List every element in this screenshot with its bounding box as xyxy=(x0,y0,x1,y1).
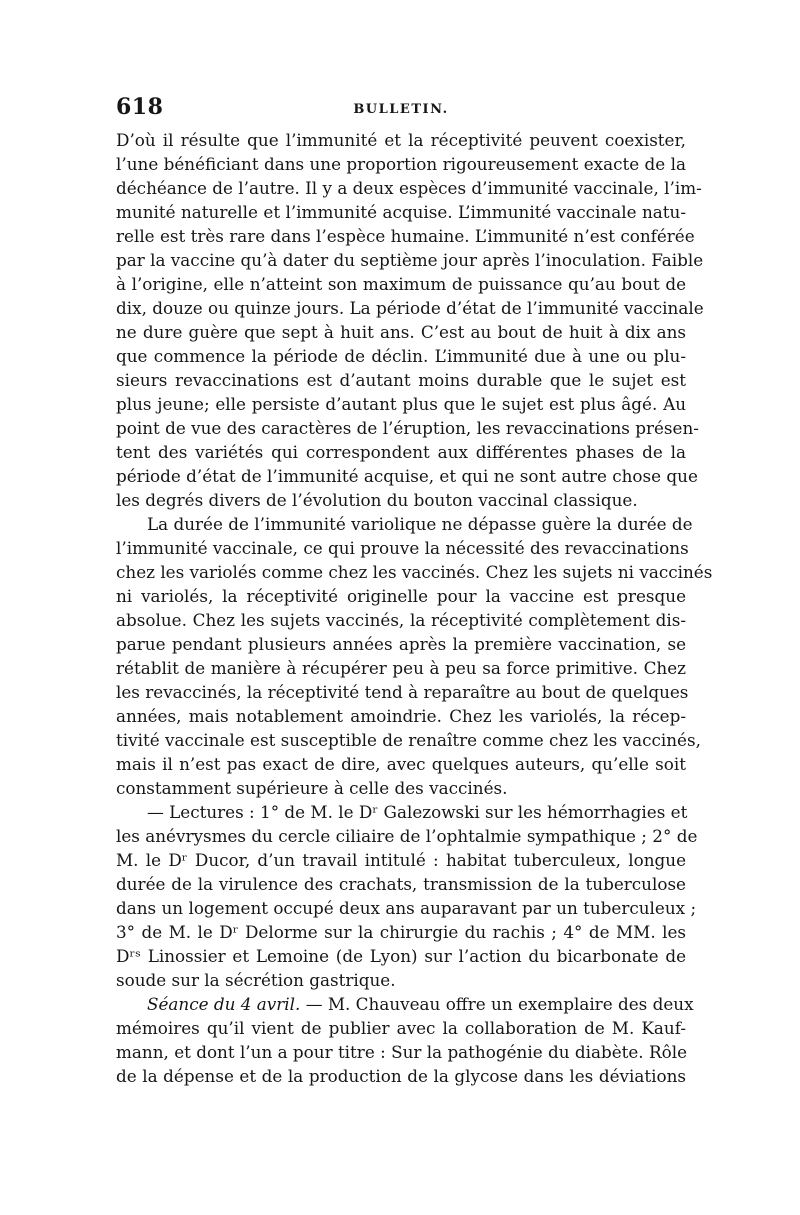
text-line: les degrés divers de l’évolution du bouton vaccinal classique. xyxy=(116,490,638,510)
text-line: de la dépense et de la production de la glycose dans les déviations xyxy=(116,1066,686,1086)
text-line: chez les variolés comme chez les vaccinés. Chez les sujets ni vaccinés xyxy=(116,562,713,582)
body-text xyxy=(116,128,713,1088)
text-line: dix, douze ou quinze jours. La période d’état de l’immunité vaccinale xyxy=(116,298,704,318)
text-line: mais il n’est pas exact de dire, avec quelques auteurs, qu’elle soit xyxy=(116,754,686,774)
seance-label: Séance du 4 avril. xyxy=(147,994,301,1014)
text-line: années, mais notablement amoindrie. Chez les variolés, la récep- xyxy=(116,706,686,726)
text-line: tent des variétés qui correspondent aux différentes phases de la xyxy=(116,442,686,462)
text-line: relle est très rare dans l’espèce humaine. L’immunité n’est conférée xyxy=(116,226,695,246)
text-line: les revaccinés, la réceptivité tend à reparaître au bout de quelques xyxy=(116,682,689,702)
text-line: mann, et dont l’un a pour titre : Sur la pathogénie du diabète. Rôle xyxy=(116,1042,688,1062)
text-line: M. le Dʳ Ducor, d’un travail intitulé : habitat tuberculeux, longue xyxy=(116,850,686,870)
text-line: parue pendant plusieurs années après la première vaccination, se xyxy=(116,634,686,654)
text-line: dans un logement occupé deux ans auparavant par un tuberculeux ; xyxy=(116,898,697,918)
text-line: tivité vaccinale est susceptible de renaître comme chez les vaccinés, xyxy=(116,730,701,750)
page-number: 618 xyxy=(116,94,164,120)
seance-text: — M. Chauveau offre un exemplaire des deux xyxy=(305,994,694,1014)
page-header xyxy=(116,94,686,122)
text-line: ne dure guère que sept à huit ans. C’est au bout de huit à dix ans xyxy=(116,322,686,342)
text-line: absolue. Chez les sujets vaccinés, la réceptivité complètement dis- xyxy=(116,610,686,630)
text-line: les anévrysmes du cercle ciliaire de l’ophtalmie sympathique ; 2° de xyxy=(116,826,698,846)
text-line: l’immunité vaccinale, ce qui prouve la nécessité des revaccinations xyxy=(116,538,689,558)
text-line: soude sur la sécrétion gastrique. xyxy=(116,970,396,990)
text-line: rétablit de manière à récupérer peu à peu sa force primitive. Chez xyxy=(116,658,686,678)
text-line: période d’état de l’immunité acquise, et qui ne sont autre chose que xyxy=(116,466,698,486)
text-line: à l’origine, elle n’atteint son maximum de puissance qu’au bout de xyxy=(116,274,686,294)
text-line: — Lectures : 1° de M. le Dʳ Galezowski sur les hémorrhagies et xyxy=(147,802,688,822)
text-line: point de vue des caractères de l’éruption, les revaccinations présen- xyxy=(116,418,699,438)
text-line: durée de la virulence des crachats, transmission de la tuberculose xyxy=(116,874,686,894)
running-head: BULLETIN. xyxy=(353,102,449,117)
text-line: que commence la période de déclin. L’immunité due à une ou plu- xyxy=(116,346,686,366)
seance-line xyxy=(116,992,694,1016)
text-line: par la vaccine qu’à dater du septième jour après l’inoculation. Faible xyxy=(116,250,704,270)
text-line: Dʳˢ Linossier et Lemoine (de Lyon) sur l’action du bicarbonate de xyxy=(116,946,686,966)
text-line: munité naturelle et l’immunité acquise. L’immunité vaccinale natu- xyxy=(116,202,686,222)
text-line: déchéance de l’autre. Il y a deux espèces d’immunité vaccinale, l’im- xyxy=(116,178,702,198)
text-line: La durée de l’immunité variolique ne dépasse guère la durée de xyxy=(147,514,693,534)
text-line: sieurs revaccinations est d’autant moins durable que le sujet est xyxy=(116,370,686,390)
text-line: constamment supérieure à celle des vaccinés. xyxy=(116,778,508,798)
text-line: 3° de M. le Dʳ Delorme sur la chirurgie du rachis ; 4° de MM. les xyxy=(116,922,686,942)
text-line: D’où il résulte que l’immunité et la réceptivité peuvent coexister, xyxy=(116,130,686,150)
text-line: mémoires qu’il vient de publier avec la collaboration de M. Kauf- xyxy=(116,1018,686,1038)
text-line: ni variolés, la réceptivité originelle pour la vaccine est presque xyxy=(116,586,686,606)
text-line: l’une bénéficiant dans une proportion rigoureusement exacte de la xyxy=(116,154,686,174)
text-line: plus jeune; elle persiste d’autant plus que le sujet est plus âgé. Au xyxy=(116,394,686,414)
